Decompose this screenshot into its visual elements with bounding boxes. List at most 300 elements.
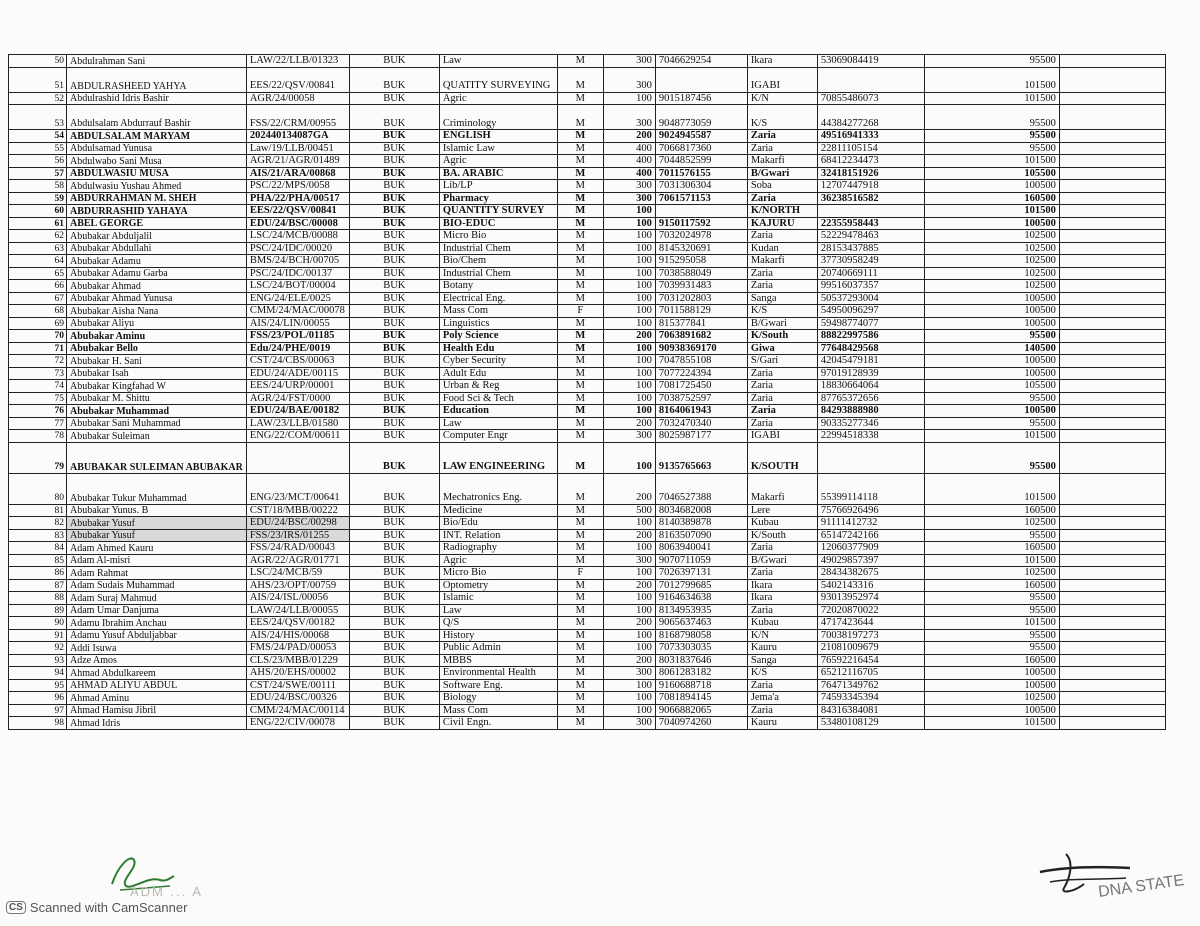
table-row: [9, 155, 1166, 168]
spare-cell-cell: [1059, 504, 1165, 517]
sex-cell: M: [557, 604, 603, 617]
table-row: [9, 692, 1166, 705]
lga-cell: K/South: [747, 529, 817, 542]
level-cell: 100: [603, 542, 655, 555]
spare-cell-cell: [1059, 654, 1165, 667]
phone-number-cell: 7081894145: [655, 692, 747, 705]
stamp-left: ADM ... A: [130, 884, 203, 899]
student-name-cell: Ahmad Idris: [67, 717, 247, 730]
student-sn-cell: 70: [9, 330, 67, 343]
student-name-cell: Ahmad Abdulkareem: [67, 667, 247, 680]
reg-number-cell: AIS/21/ARA/00868: [246, 167, 349, 180]
account-number-cell: 72020870022: [817, 604, 924, 617]
student-name-cell: Adam Umar Danjuma: [67, 604, 247, 617]
lga-cell: Ikara: [747, 592, 817, 605]
phone-number-cell: 8163507090: [655, 529, 747, 542]
spare-cell-cell: [1059, 317, 1165, 330]
amount-cell: 101500: [924, 205, 1059, 218]
account-number-cell: 22355958443: [817, 217, 924, 230]
course-cell: Agric: [439, 155, 557, 168]
student-name-cell: ABEL GEORGE: [67, 217, 247, 230]
reg-number-cell: BMS/24/BCH/00705: [246, 255, 349, 268]
level-cell: 100: [603, 380, 655, 393]
course-cell: Bio/Chem: [439, 255, 557, 268]
table-row: [9, 92, 1166, 105]
spare-cell-cell: [1059, 267, 1165, 280]
phone-number-cell: 8063940041: [655, 542, 747, 555]
lga-cell: Kauru: [747, 717, 817, 730]
level-cell: 100: [603, 230, 655, 243]
lga-cell: Kubau: [747, 517, 817, 530]
student-sn-cell: 85: [9, 554, 67, 567]
institution-cell: BUK: [349, 142, 439, 155]
spare-cell-cell: [1059, 305, 1165, 318]
student-sn-cell: 91: [9, 629, 67, 642]
spare-cell-cell: [1059, 67, 1165, 92]
spare-cell-cell: [1059, 567, 1165, 580]
account-number-cell: 93013952974: [817, 592, 924, 605]
student-sn-cell: 93: [9, 654, 67, 667]
institution-cell: BUK: [349, 67, 439, 92]
institution-cell: BUK: [349, 592, 439, 605]
level-cell: 100: [603, 704, 655, 717]
account-number-cell: 52229478463: [817, 230, 924, 243]
student-name-cell: Abubakar Sani Muhammad: [67, 417, 247, 430]
amount-cell: 95500: [924, 529, 1059, 542]
lga-cell: Zaria: [747, 392, 817, 405]
sex-cell: M: [557, 267, 603, 280]
amount-cell: 100500: [924, 679, 1059, 692]
lga-cell: Jema'a: [747, 692, 817, 705]
lga-cell: KAJURU: [747, 217, 817, 230]
institution-cell: BUK: [349, 92, 439, 105]
spare-cell-cell: [1059, 592, 1165, 605]
institution-cell: BUK: [349, 380, 439, 393]
level-cell: 100: [603, 205, 655, 218]
student-sn-cell: 60: [9, 205, 67, 218]
student-sn-cell: 67: [9, 292, 67, 305]
student-sn-cell: 94: [9, 667, 67, 680]
amount-cell: 95500: [924, 330, 1059, 343]
amount-cell: 101500: [924, 617, 1059, 630]
student-name-cell: Abubakar Bello: [67, 342, 247, 355]
lga-cell: Zaria: [747, 542, 817, 555]
spare-cell-cell: [1059, 392, 1165, 405]
sex-cell: M: [557, 342, 603, 355]
level-cell: 100: [603, 629, 655, 642]
account-number-cell: 53069084419: [817, 55, 924, 68]
institution-cell: BUK: [349, 529, 439, 542]
phone-number-cell: 7040974260: [655, 717, 747, 730]
sex-cell: M: [557, 217, 603, 230]
sex-cell: M: [557, 517, 603, 530]
stamp-right: DNA STATE: [1097, 872, 1186, 901]
phone-number-cell: 8164061943: [655, 405, 747, 418]
account-number-cell: 20740669111: [817, 267, 924, 280]
amount-cell: 100500: [924, 292, 1059, 305]
table-row: [9, 679, 1166, 692]
institution-cell: BUK: [349, 267, 439, 280]
institution-cell: BUK: [349, 167, 439, 180]
sex-cell: M: [557, 317, 603, 330]
institution-cell: BUK: [349, 292, 439, 305]
course-cell: Micro Bio: [439, 567, 557, 580]
amount-cell: 95500: [924, 442, 1059, 473]
course-cell: Food Sci & Tech: [439, 392, 557, 405]
reg-number-cell: EES/22/QSV/00841: [246, 205, 349, 218]
sex-cell: M: [557, 155, 603, 168]
table-row: [9, 579, 1166, 592]
level-cell: 200: [603, 654, 655, 667]
institution-cell: BUK: [349, 430, 439, 443]
phone-number-cell: 9066882065: [655, 704, 747, 717]
institution-cell: BUK: [349, 355, 439, 368]
reg-number-cell: AIS/24/ISL/00056: [246, 592, 349, 605]
lga-cell: Sanga: [747, 654, 817, 667]
institution-cell: BUK: [349, 255, 439, 268]
table-row: [9, 180, 1166, 193]
table-row: [9, 230, 1166, 243]
spare-cell-cell: [1059, 430, 1165, 443]
student-sn-cell: 92: [9, 642, 67, 655]
sex-cell: M: [557, 105, 603, 130]
institution-cell: BUK: [349, 629, 439, 642]
amount-cell: 160500: [924, 654, 1059, 667]
student-sn-cell: 98: [9, 717, 67, 730]
student-sn-cell: 66: [9, 280, 67, 293]
student-sn-cell: 54: [9, 130, 67, 143]
student-name-cell: Abubakar Yusuf: [67, 529, 247, 542]
level-cell: 100: [603, 592, 655, 605]
level-cell: 100: [603, 642, 655, 655]
course-cell: Mechatronics Eng.: [439, 473, 557, 504]
spare-cell-cell: [1059, 692, 1165, 705]
student-sn-cell: 86: [9, 567, 67, 580]
table-row: [9, 567, 1166, 580]
spare-cell-cell: [1059, 442, 1165, 473]
lga-cell: Ikara: [747, 579, 817, 592]
spare-cell-cell: [1059, 579, 1165, 592]
institution-cell: BUK: [349, 192, 439, 205]
course-cell: Criminology: [439, 105, 557, 130]
reg-number-cell: EDU/24/BSC/00298: [246, 517, 349, 530]
student-sn-cell: 95: [9, 679, 67, 692]
account-number-cell: 49516941333: [817, 130, 924, 143]
phone-number-cell: 7039931483: [655, 280, 747, 293]
level-cell: 300: [603, 180, 655, 193]
reg-number-cell: ENG/23/MCT/00641: [246, 473, 349, 504]
student-name-cell: ABDULWASIU MUSA: [67, 167, 247, 180]
phone-number-cell: 7031306304: [655, 180, 747, 193]
lga-cell: Sanga: [747, 292, 817, 305]
spare-cell-cell: [1059, 529, 1165, 542]
student-sn-cell: 63: [9, 242, 67, 255]
institution-cell: BUK: [349, 105, 439, 130]
student-name-cell: Abubakar Isah: [67, 367, 247, 380]
level-cell: 100: [603, 292, 655, 305]
course-cell: Law: [439, 417, 557, 430]
phone-number-cell: 7038752597: [655, 392, 747, 405]
amount-cell: 95500: [924, 105, 1059, 130]
course-cell: BIO-EDUC: [439, 217, 557, 230]
table-row: [9, 342, 1166, 355]
table-row: [9, 255, 1166, 268]
spare-cell-cell: [1059, 192, 1165, 205]
reg-number-cell: LAW/22/LLB/01323: [246, 55, 349, 68]
course-cell: Islamic Law: [439, 142, 557, 155]
table-row: [9, 517, 1166, 530]
account-number-cell: 55399114118: [817, 473, 924, 504]
lga-cell: Zaria: [747, 280, 817, 293]
lga-cell: Makarfi: [747, 255, 817, 268]
course-cell: Islamic: [439, 592, 557, 605]
student-sn-cell: 65: [9, 267, 67, 280]
phone-number-cell: 9150117592: [655, 217, 747, 230]
amount-cell: 140500: [924, 342, 1059, 355]
lga-cell: K/N: [747, 629, 817, 642]
phone-number-cell: 7031202803: [655, 292, 747, 305]
table-row: [9, 654, 1166, 667]
phone-number-cell: 7012799685: [655, 579, 747, 592]
table-row: [9, 330, 1166, 343]
table-row: [9, 392, 1166, 405]
student-name-cell: ABUBAKAR SULEIMAN ABUBAKAR: [67, 442, 247, 473]
spare-cell-cell: [1059, 554, 1165, 567]
institution-cell: BUK: [349, 205, 439, 218]
course-cell: Agric: [439, 92, 557, 105]
account-number-cell: 49029857397: [817, 554, 924, 567]
student-sn-cell: 56: [9, 155, 67, 168]
account-number-cell: 59498774077: [817, 317, 924, 330]
account-number-cell: 88822997586: [817, 330, 924, 343]
amount-cell: 102500: [924, 255, 1059, 268]
reg-number-cell: [246, 442, 349, 473]
table-row: [9, 367, 1166, 380]
level-cell: 200: [603, 579, 655, 592]
account-number-cell: 70038197273: [817, 629, 924, 642]
lga-cell: Zaria: [747, 679, 817, 692]
student-name-cell: Abdulrashid Idris Bashir: [67, 92, 247, 105]
lga-cell: Makarfi: [747, 473, 817, 504]
course-cell: Agric: [439, 554, 557, 567]
sex-cell: M: [557, 192, 603, 205]
course-cell: Mass Com: [439, 704, 557, 717]
account-number-cell: [817, 205, 924, 218]
phone-number-cell: 8145320691: [655, 242, 747, 255]
lga-cell: Zaria: [747, 230, 817, 243]
student-name-cell: Abubakar Adamu Garba: [67, 267, 247, 280]
phone-number-cell: 7026397131: [655, 567, 747, 580]
student-sn-cell: 96: [9, 692, 67, 705]
student-name-cell: ABDURRASHID YAHAYA: [67, 205, 247, 218]
level-cell: 200: [603, 617, 655, 630]
course-cell: Linguistics: [439, 317, 557, 330]
course-cell: Urban & Reg: [439, 380, 557, 393]
student-sn-cell: 71: [9, 342, 67, 355]
student-name-cell: Abubakar M. Shittu: [67, 392, 247, 405]
amount-cell: 100500: [924, 180, 1059, 193]
student-name-cell: Adam Al-misri: [67, 554, 247, 567]
level-cell: 100: [603, 692, 655, 705]
student-sn-cell: 88: [9, 592, 67, 605]
spare-cell-cell: [1059, 667, 1165, 680]
account-number-cell: 84316384081: [817, 704, 924, 717]
amount-cell: 160500: [924, 542, 1059, 555]
account-number-cell: 70855486073: [817, 92, 924, 105]
student-sn-cell: 97: [9, 704, 67, 717]
student-name-cell: Abdulwabo Sani Musa: [67, 155, 247, 168]
course-cell: BA. ARABIC: [439, 167, 557, 180]
course-cell: Public Admin: [439, 642, 557, 655]
phone-number-cell: 9065637463: [655, 617, 747, 630]
lga-cell: Zaria: [747, 192, 817, 205]
table-row: [9, 542, 1166, 555]
phone-number-cell: 915295058: [655, 255, 747, 268]
student-sn-cell: 90: [9, 617, 67, 630]
level-cell: 100: [603, 517, 655, 530]
institution-cell: BUK: [349, 617, 439, 630]
level-cell: 300: [603, 192, 655, 205]
student-name-cell: Abubakar Yunus. B: [67, 504, 247, 517]
table-row: [9, 67, 1166, 92]
account-number-cell: 74593345394: [817, 692, 924, 705]
phone-number-cell: [655, 67, 747, 92]
phone-number-cell: 8140389878: [655, 517, 747, 530]
student-sn-cell: 80: [9, 473, 67, 504]
amount-cell: 102500: [924, 267, 1059, 280]
lga-cell: Kudan: [747, 242, 817, 255]
account-number-cell: 28153437885: [817, 242, 924, 255]
sex-cell: M: [557, 167, 603, 180]
reg-number-cell: Edu/24/PHE/0019: [246, 342, 349, 355]
phone-number-cell: 9015187456: [655, 92, 747, 105]
amount-cell: 95500: [924, 130, 1059, 143]
table-row: [9, 430, 1166, 443]
phone-number-cell: 7038588049: [655, 267, 747, 280]
lga-cell: K/S: [747, 105, 817, 130]
amount-cell: 160500: [924, 504, 1059, 517]
phone-number-cell: 9024945587: [655, 130, 747, 143]
reg-number-cell: EDU/24/BAE/00182: [246, 405, 349, 418]
reg-number-cell: CST/24/SWE/00111: [246, 679, 349, 692]
course-cell: Law: [439, 55, 557, 68]
amount-cell: 100500: [924, 367, 1059, 380]
student-sn-cell: 69: [9, 317, 67, 330]
student-sn-cell: 72: [9, 355, 67, 368]
amount-cell: 100500: [924, 355, 1059, 368]
sex-cell: M: [557, 142, 603, 155]
level-cell: 100: [603, 604, 655, 617]
student-name-cell: Abdulrahman Sani: [67, 55, 247, 68]
course-cell: QUANTITY SURVEY: [439, 205, 557, 218]
student-ledger-table: [8, 54, 1166, 730]
reg-number-cell: AGR/24/00058: [246, 92, 349, 105]
student-name-cell: Abubakar Ahmad: [67, 280, 247, 293]
sex-cell: M: [557, 704, 603, 717]
student-name-cell: Adam Ahmed Kauru: [67, 542, 247, 555]
account-number-cell: 75766926496: [817, 504, 924, 517]
account-number-cell: 87765372656: [817, 392, 924, 405]
amount-cell: 95500: [924, 604, 1059, 617]
amount-cell: 95500: [924, 629, 1059, 642]
sex-cell: M: [557, 592, 603, 605]
account-number-cell: 77648429568: [817, 342, 924, 355]
phone-number-cell: 7063891682: [655, 330, 747, 343]
phone-number-cell: 7073303035: [655, 642, 747, 655]
sex-cell: M: [557, 717, 603, 730]
sex-cell: M: [557, 442, 603, 473]
account-number-cell: [817, 67, 924, 92]
lga-cell: Zaria: [747, 604, 817, 617]
phone-number-cell: 7011576155: [655, 167, 747, 180]
reg-number-cell: ENG/22/COM/00611: [246, 430, 349, 443]
table-row: [9, 717, 1166, 730]
level-cell: 100: [603, 367, 655, 380]
table-row: [9, 642, 1166, 655]
student-sn-cell: 68: [9, 305, 67, 318]
phone-number-cell: 7032470340: [655, 417, 747, 430]
reg-number-cell: LAW/24/LLB/00055: [246, 604, 349, 617]
lga-cell: Zaria: [747, 367, 817, 380]
amount-cell: 100500: [924, 217, 1059, 230]
account-number-cell: 12060377909: [817, 542, 924, 555]
course-cell: Health Edu: [439, 342, 557, 355]
level-cell: 200: [603, 473, 655, 504]
student-sn-cell: 58: [9, 180, 67, 193]
account-number-cell: 37730958249: [817, 255, 924, 268]
student-sn-cell: 89: [9, 604, 67, 617]
account-number-cell: 54950096297: [817, 305, 924, 318]
spare-cell-cell: [1059, 517, 1165, 530]
account-number-cell: 22994518338: [817, 430, 924, 443]
sex-cell: M: [557, 667, 603, 680]
account-number-cell: 28434382675: [817, 567, 924, 580]
sex-cell: M: [557, 692, 603, 705]
student-name-cell: Abdulsalam Abdurrauf Bashir: [67, 105, 247, 130]
level-cell: 300: [603, 667, 655, 680]
student-name-cell: Adam Sudais Muhammad: [67, 579, 247, 592]
reg-number-cell: EES/24/QSV/00182: [246, 617, 349, 630]
institution-cell: BUK: [349, 642, 439, 655]
spare-cell-cell: [1059, 155, 1165, 168]
reg-number-cell: AGR/24/FST/0000: [246, 392, 349, 405]
course-cell: Botany: [439, 280, 557, 293]
student-sn-cell: 59: [9, 192, 67, 205]
spare-cell-cell: [1059, 255, 1165, 268]
institution-cell: BUK: [349, 604, 439, 617]
level-cell: 300: [603, 717, 655, 730]
reg-number-cell: Law/19/LLB/00451: [246, 142, 349, 155]
table-row: [9, 142, 1166, 155]
lga-cell: Zaria: [747, 380, 817, 393]
spare-cell-cell: [1059, 167, 1165, 180]
sex-cell: M: [557, 55, 603, 68]
table-row: [9, 292, 1166, 305]
course-cell: Biology: [439, 692, 557, 705]
table-row: [9, 242, 1166, 255]
account-number-cell: 68412234473: [817, 155, 924, 168]
student-name-cell: Abubakar Tukur Muhammad: [67, 473, 247, 504]
phone-number-cell: 9070711059: [655, 554, 747, 567]
amount-cell: 95500: [924, 642, 1059, 655]
lga-cell: Zaria: [747, 567, 817, 580]
sex-cell: M: [557, 255, 603, 268]
spare-cell-cell: [1059, 142, 1165, 155]
amount-cell: 102500: [924, 230, 1059, 243]
level-cell: 100: [603, 342, 655, 355]
student-sn-cell: 62: [9, 230, 67, 243]
amount-cell: 100500: [924, 317, 1059, 330]
